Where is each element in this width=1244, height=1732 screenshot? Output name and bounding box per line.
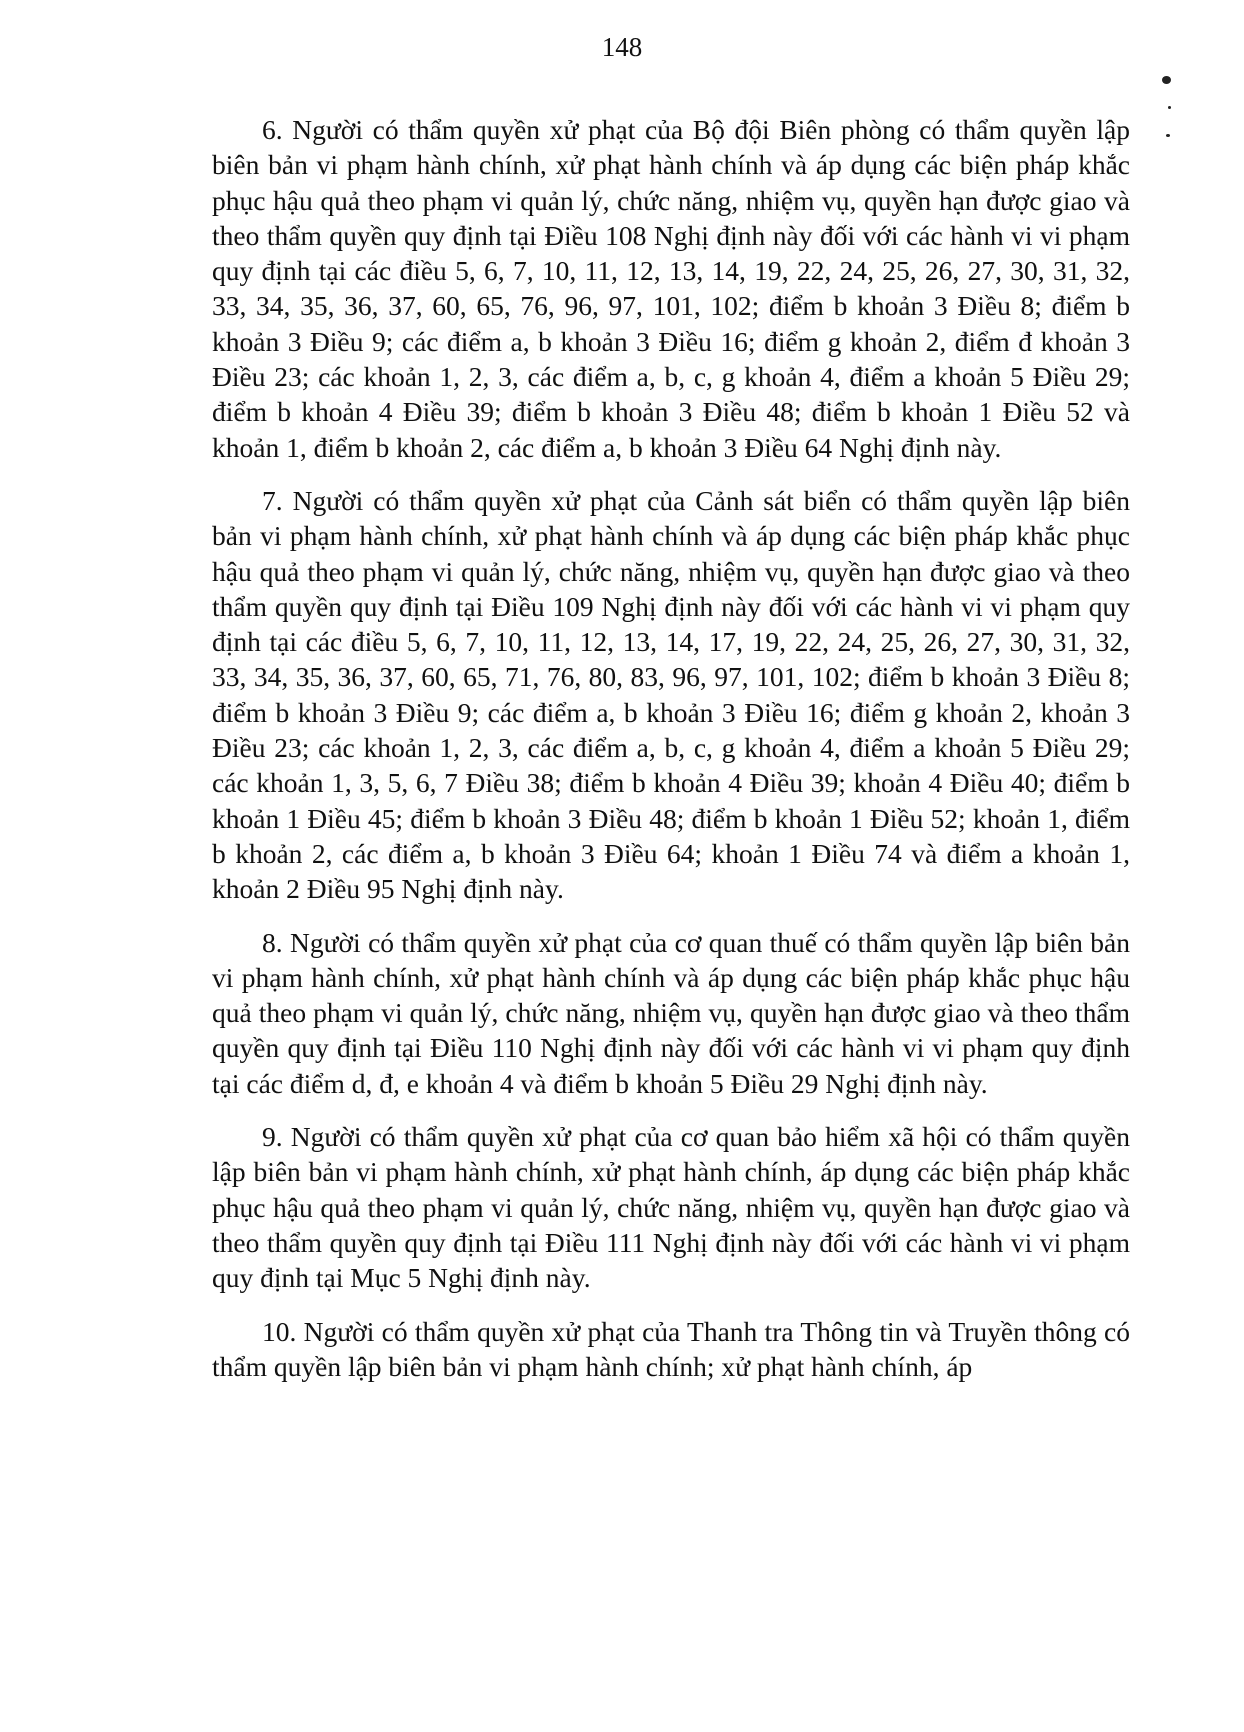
paragraph-6: 6. Người có thẩm quyền xử phạt của Bộ đội Biên phòng có thẩm quyền lập biên bản vi phạm hành chính, xử phạt hành chính và áp dụng các biện pháp khắc phục hậu quả theo phạm vi quản lý, chức năng, nhiệm vụ, quyền hạn được giao và theo thẩm quyền quy định tại Điều 108 Nghị định này đối với các hành vi vi phạm quy định tại các điều 5, 6, 7, 10, 11, 12, 13, 14, 19, 22, 24, 25, 26, 27, 30, 31, 32, 33, 34, 35, 36, 37, 60, 65, 76, 96, 97, 101, 102; điểm b khoản 3 Điều 8; điểm b khoản 3 Điều 9; các điểm a, b khoản 3 Điều 16; điểm g khoản 2, điểm đ khoản 3 Điều 23; các khoản 1, 2, 3, các điểm a, b, c, g khoản 4, điểm a khoản 5 Điều 29; điểm b khoản 4 Điều 39; điểm b khoản 3 Điều 48; điểm b khoản 1 Điều 52 và khoản 1, điểm b khoản 2, các điểm a, b khoản 3 Điều 64 Nghị định này. [212, 114, 1130, 463]
paragraph-10: 10. Người có thẩm quyền xử phạt của Thanh tra Thông tin và Truyền thông có thẩm quyền lập biên bản vi phạm hành chính; xử phạt hành chính, áp [212, 1315, 1130, 1382]
scan-speck [1162, 76, 1171, 84]
page-number: 148 [601, 32, 643, 62]
scan-speck [1166, 134, 1170, 137]
scan-speck [1168, 106, 1171, 109]
document-body [212, 112, 1130, 1402]
paragraph-9: 9. Người có thẩm quyền xử phạt của cơ quan bảo hiểm xã hội có thẩm quyền lập biên bản vi phạm hành chính, xử phạt hành chính, áp dụng các biện pháp khắc phục hậu quả theo phạm vi quản lý, chức năng, nhiệm vụ, quyền hạn được giao và theo thẩm quyền quy định tại Điều 111 Nghị định này đối với các hành vi vi phạm quy định tại Mục 5 Nghị định này. [212, 1121, 1130, 1294]
paragraph-7: 7. Người có thẩm quyền xử phạt của Cảnh sát biển có thẩm quyền lập biên bản vi phạm hành chính, xử phạt hành chính và áp dụng các biện pháp khắc phục hậu quả theo phạm vi quản lý, chức năng, nhiệm vụ, quyền hạn được giao và theo thẩm quyền quy định tại Điều 109 Nghị định này đối với các hành vi vi phạm quy định tại các điều 5, 6, 7, 10, 11, 12, 13, 14, 17, 19, 22, 24, 25, 26, 27, 30, 31, 32, 33, 34, 35, 36, 37, 60, 65, 71, 76, 80, 83, 96, 97, 101, 102; điểm b khoản 3 Điều 8; điểm b khoản 3 Điều 9; các điểm a, b khoản 3 Điều 16; điểm g khoản 2, khoản 3 Điều 23; các khoản 1, 2, 3, các điểm a, b, c, g khoản 4, điểm a khoản 5 Điều 29; các khoản 1, 3, 5, 6, 7 Điều 38; điểm b khoản 4 Điều 39; khoản 4 Điều 40; điểm b khoản 1 Điều 45; điểm b khoản 3 Điều 48; điểm b khoản 1 Điều 52; khoản 1, điểm b khoản 2, các điểm a, b khoản 3 Điều 64; khoản 1 Điều 74 và điểm a khoản 1, khoản 2 Điều 95 Nghị định này. [212, 484, 1130, 905]
paragraph-8: 8. Người có thẩm quyền xử phạt của cơ quan thuế có thẩm quyền lập biên bản vi phạm hành chính, xử phạt hành chính và áp dụng các biện pháp khắc phục hậu quả theo phạm vi quản lý, chức năng, nhiệm vụ, quyền hạn được giao và theo thẩm quyền quy định tại Điều 110 Nghị định này đối với các hành vi vi phạm quy định tại các điểm d, đ, e khoản 4 và điểm b khoản 5 Điều 29 Nghị định này. [212, 926, 1130, 1099]
